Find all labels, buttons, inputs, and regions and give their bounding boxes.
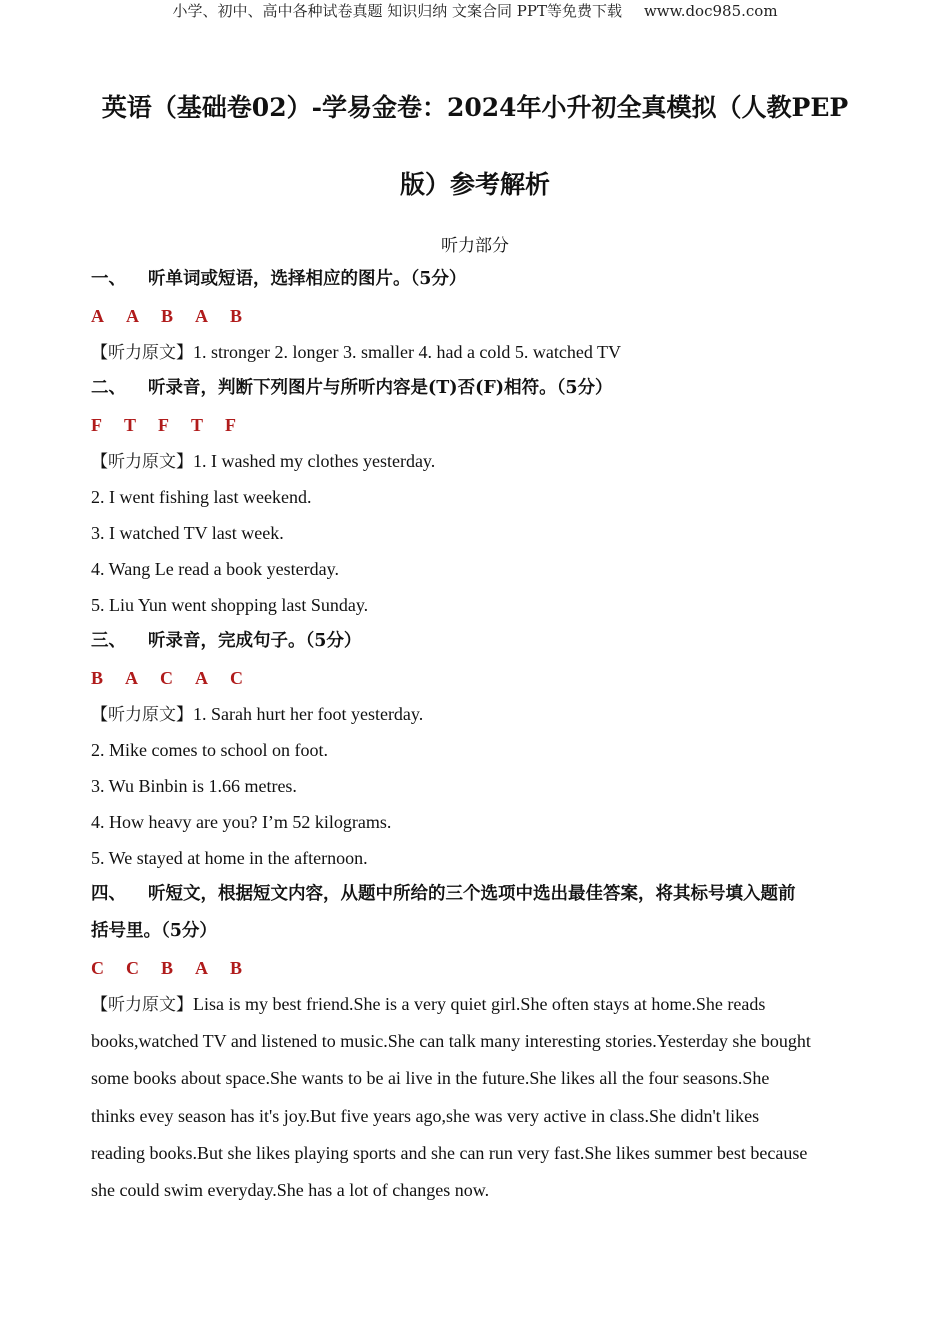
script-line: 3. Wu Binbin is 1.66 metres.	[91, 776, 297, 796]
script-line: 1. stronger 2. longer 3. smaller 4. had a cold 5. watched TV	[193, 342, 622, 362]
script-line: Lisa is my best friend.She is a very quiet girl.She often stays at home.She reads	[193, 994, 766, 1014]
header-text: 小学、初中、高中各种试卷真题 知识归纳 文案合同 PPT等免费下载	[172, 2, 622, 20]
section-4-script-1: 【听力原文】Lisa is my best friend.She is a very quiet girl.She often stays at home.She reads	[91, 994, 766, 1015]
script-line: she could swim everyday.She has a lot of changes now.	[91, 1180, 490, 1200]
answer: A	[126, 306, 139, 326]
answer: C	[126, 958, 139, 978]
answer: C	[160, 668, 174, 688]
section-1-title: 听单词或短语，选择相应的图片。（5分）	[148, 269, 467, 289]
answer: A	[195, 668, 209, 688]
section-2-answers	[91, 414, 871, 436]
script-line: books,watched TV and listened to music.She can talk many interesting stories.Yesterday she bought	[91, 1031, 811, 1051]
script-line: 2. Mike comes to school on foot.	[91, 740, 328, 760]
script-line: 4. Wang Le read a book yesterday.	[91, 559, 339, 579]
script-line: reading books.But she likes playing sports and she can run very fast.She likes summer best because	[91, 1143, 808, 1163]
section-4-heading-cont: 括号里。（5分）	[91, 921, 217, 941]
answer: B	[230, 958, 243, 978]
section-4-heading	[91, 883, 871, 905]
script-line: some books about space.She wants to be ai live in the future.She likes all the four seasons.She	[91, 1068, 770, 1088]
answer: B	[230, 306, 243, 326]
section-2-title: 听录音，判断下列图片与所听内容是(T)否(F)相符。（5分）	[148, 378, 613, 398]
answer: A	[125, 668, 139, 688]
header-site-link[interactable]: www.doc985.com	[643, 2, 778, 20]
script-line: 4. How heavy are you? I’m 52 kilograms.	[91, 812, 392, 832]
section-4-answers	[91, 957, 871, 979]
section-3-answers	[91, 667, 871, 689]
section-subtitle: 听力部分	[441, 236, 509, 256]
section-2-script-1: 【听力原文】1. I washed my clothes yesterday.	[91, 451, 436, 472]
answer: A	[91, 306, 104, 326]
section-3-heading	[91, 630, 871, 652]
script-label: 听力原文	[108, 705, 176, 725]
section-1-number: 一、	[91, 269, 126, 289]
answer: C	[230, 668, 244, 688]
answer: C	[91, 958, 104, 978]
section-3-title: 听录音，完成句子。（5分）	[148, 631, 362, 651]
section-2-number: 二、	[91, 378, 126, 398]
answer: F	[158, 415, 170, 435]
answer: T	[124, 415, 137, 435]
answer: B	[91, 668, 104, 688]
section-1-script: 【听力原文】1. stronger 2. longer 3. smaller 4. had a cold 5. watched TV	[91, 342, 622, 363]
answer: T	[191, 415, 204, 435]
script-line: 3. I watched TV last week.	[91, 523, 284, 543]
answer: A	[195, 306, 209, 326]
answer: F	[225, 415, 237, 435]
answer: F	[91, 415, 102, 435]
script-label: 听力原文	[108, 343, 176, 363]
section-3-number: 三、	[91, 631, 126, 651]
section-3-script-1: 【听力原文】1. Sarah hurt her foot yesterday.	[91, 704, 424, 725]
page-header	[0, 0, 950, 22]
script-label: 听力原文	[108, 452, 176, 472]
answer: A	[195, 958, 209, 978]
script-line: 5. We stayed at home in the afternoon.	[91, 848, 368, 868]
section-1-answers	[91, 305, 871, 327]
section-1-heading	[91, 268, 871, 290]
script-line: 1. I washed my clothes yesterday.	[193, 451, 436, 471]
script-line: 1. Sarah hurt her foot yesterday.	[193, 704, 424, 724]
section-4-title: 听短文，根据短文内容，从题中所给的三个选项中选出最佳答案，将其标号填入题前	[148, 884, 796, 904]
script-line: thinks evey season has it's joy.But five years ago,she was very active in class.She didn't likes	[91, 1106, 760, 1126]
document-title-line2: 版）参考解析	[399, 170, 550, 199]
script-line: 2. I went fishing last weekend.	[91, 487, 312, 507]
section-2-heading	[91, 377, 871, 399]
document-title-line1: 英语（基础卷02）-学易金卷：2024年小升初全真模拟（人教PEP	[101, 93, 849, 122]
answer: B	[161, 306, 174, 326]
script-line: 5. Liu Yun went shopping last Sunday.	[91, 595, 369, 615]
script-label: 听力原文	[108, 995, 176, 1015]
section-4-number: 四、	[91, 884, 126, 904]
answer: B	[161, 958, 174, 978]
